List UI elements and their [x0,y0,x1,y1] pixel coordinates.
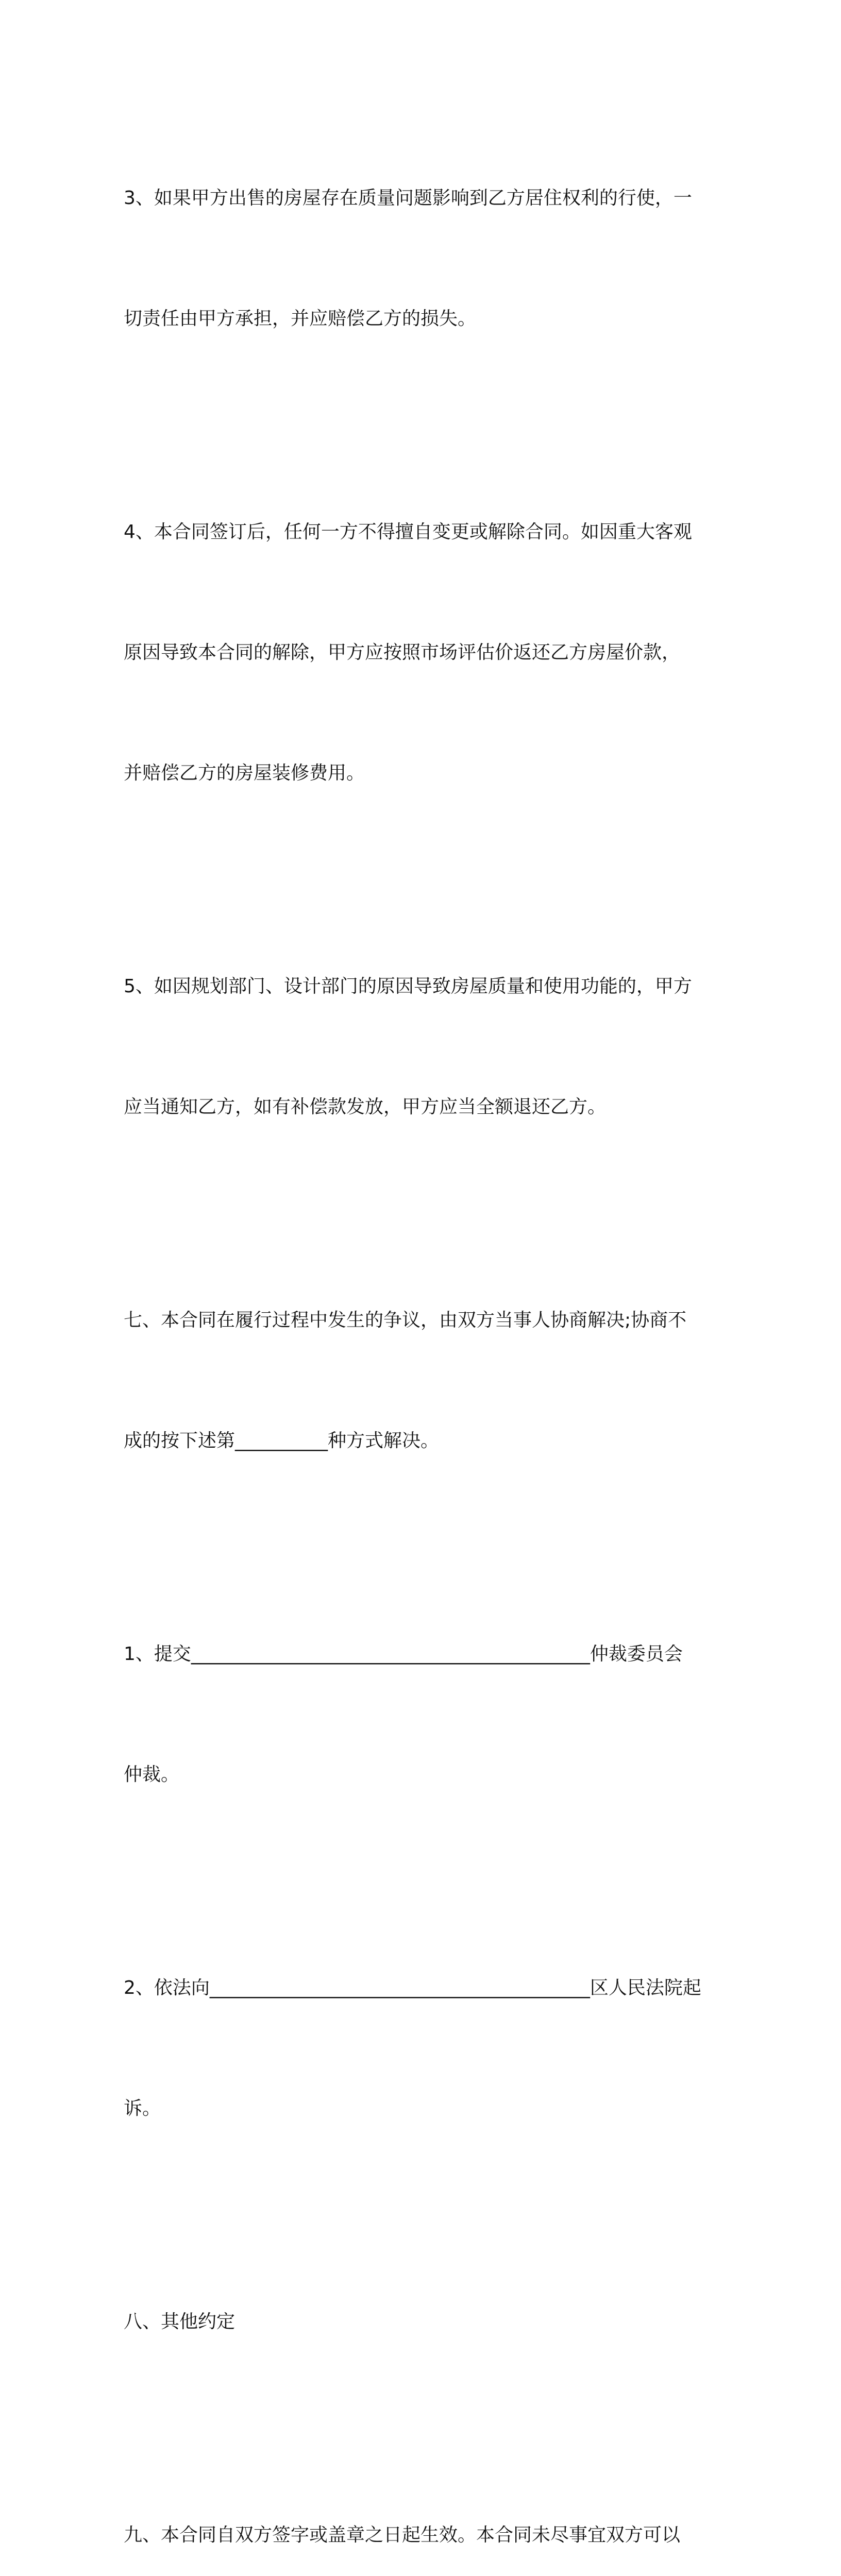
text-line: 仲裁。 [124,1764,180,1785]
dispute-option-1 [124,1554,721,1875]
text-line: 七、本合同在履行过程中发生的争议，由双方当事人协商解决;协商不 [124,1310,687,1331]
text-line: 原因导致本合同的解除，甲方应按照市场评估价返还乙方房屋价款， [124,642,681,663]
clause-4 [124,432,721,874]
text-line: 3、如果甲方出售的房屋存在质量问题影响到乙方居住权利的行使，一 [124,188,692,209]
clause-5 [124,886,721,1208]
text-line: 并赔偿乙方的房屋装修费用。 [124,762,365,784]
document-body [124,98,721,2576]
section-8-other [124,2222,721,2422]
text-line: 八、其他约定 [124,2311,236,2332]
text-line: 九、本合同自双方签字或盖章之日起生效。本合同未尽事宜双方可以 [124,2524,681,2546]
text-line: 诉。 [124,2098,161,2119]
text-line: 4、本合同签订后，任何一方不得擅自变更或解除合同。如因重大客观 [124,521,692,543]
text-line: 5、如因规划部门、设计部门的原因导致房屋质量和使用功能的，甲方 [124,976,692,997]
text-line: 2、依法向_________________________________________区人民法院起 [124,1977,701,1998]
section-9-effective [124,2435,721,2576]
text-line: 成的按下述第__________种方式解决。 [124,1430,440,1451]
text-line: 1、提交___________________________________________仲裁委员会 [124,1643,683,1665]
text-line: 切责任由甲方承担，并应赔偿乙方的损失。 [124,308,477,329]
section-7-dispute [124,1220,721,1541]
text-line: 应当通知乙方，如有补偿款发放，甲方应当全额退还乙方。 [124,1096,607,1117]
clause-3 [124,98,721,419]
dispute-option-2 [124,1888,721,2209]
